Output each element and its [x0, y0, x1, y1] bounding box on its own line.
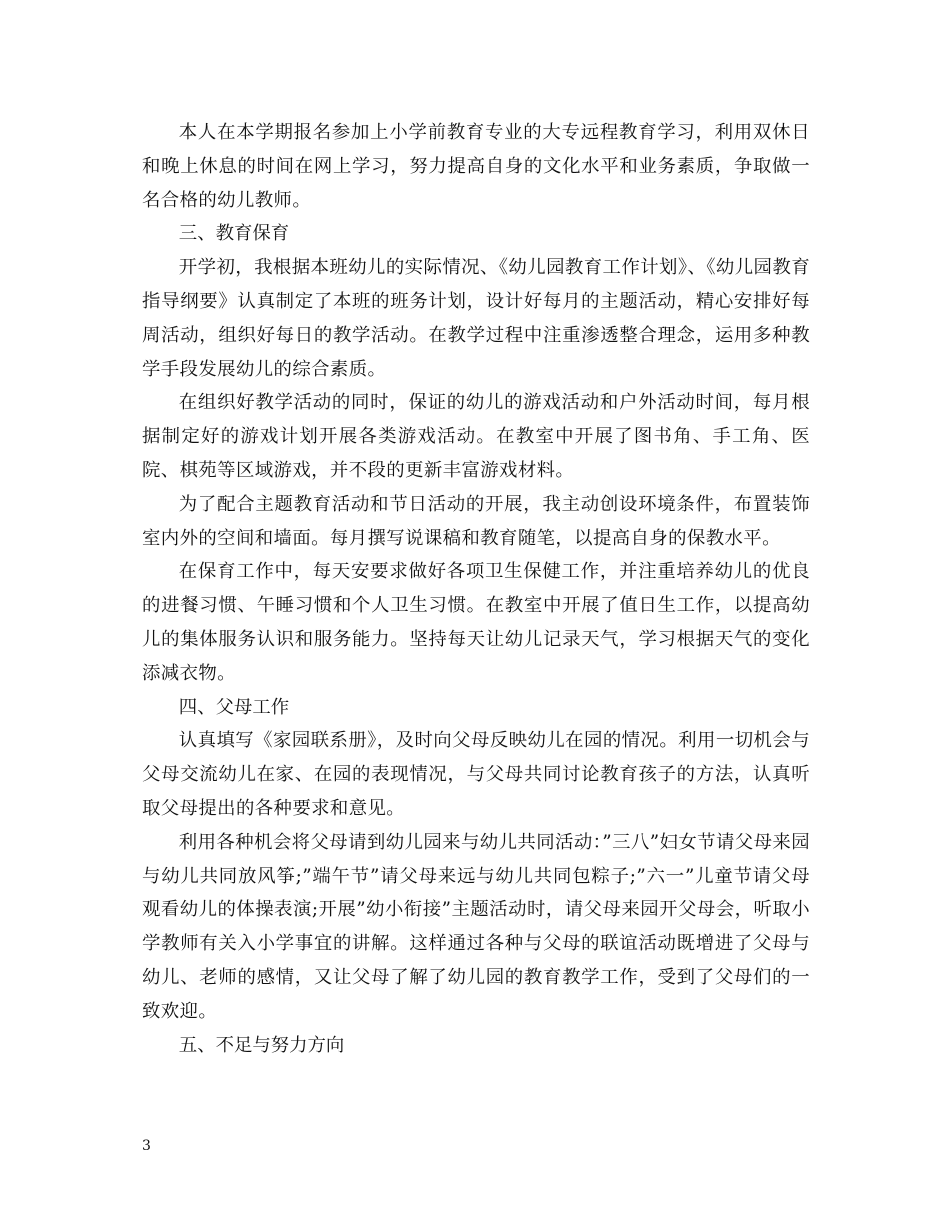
paragraph-care: 在保育工作中，每天安要求做好各项卫生保健工作，并注重培养幼儿的优良的进餐习惯、午睡习惯和个人卫生习惯。在教室中开展了值日生工作，以提高幼儿的集体服务认识和服务能力。坚持每天让幼儿记录天气，学习根据天气的变化添减衣物。 [142, 561, 810, 684]
paragraph-planning: 开学初，我根据本班幼儿的实际情况、《幼儿园教育工作计划》、《幼儿园教育指导纲要》认真制定了本班的班务计划，设计好每月的主题活动，精心安排好每周活动，组织好每日的教学活动。在教学过程中注重渗透整合理念，运用多种教学手段发展幼儿的综合素质。 [142, 257, 810, 380]
section-heading-parents: 四、父母工作 [178, 696, 290, 718]
paragraph-environment: 为了配合主题教育活动和节日活动的开展，我主动创设环境条件，布置装饰室内外的空间和墙面。每月撰写说课稿和教育随笔，以提高自身的保教水平。 [142, 493, 810, 549]
document-body [142, 116, 810, 1062]
paragraph-activities: 利用各种机会将父母请到幼儿园来与幼儿共同活动：”三八”妇女节请父母来园与幼儿共同放风筝;”端午节”请父母来远与幼儿共同包粽子;”六一”儿童节请父母观看幼儿的体操表演;开展”幼小衔接”主题活动时，请父母来园开父母会，听取小学教师有关入小学事宜的讲解。这样通过各种与父母的联谊活动既增进了父母与幼儿、老师的感情，又让父母了解了幼儿园的教育教学工作，受到了父母们的一致欢迎。 [142, 831, 810, 1022]
section-heading-shortcomings: 五、不足与努力方向 [178, 1034, 345, 1056]
section-heading-education: 三、教育保育 [178, 223, 290, 245]
paragraph-study: 本人在本学期报名参加上小学前教育专业的大专远程教育学习，利用双休日和晚上休息的时间在网上学习，努力提高自身的文化水平和业务素质，争取做一名合格的幼儿教师。 [142, 122, 810, 211]
page-number: 3 [142, 1138, 151, 1154]
paragraph-contact-book: 认真填写《家园联系册》，及时向父母反映幼儿在园的情况。利用一切机会与父母交流幼儿在家、在园的表现情况，与父母共同讨论教育孩子的方法，认真听取父母提出的各种要求和意见。 [142, 730, 810, 819]
paragraph-games: 在组织好教学活动的同时，保证的幼儿的游戏活动和户外活动时间，每月根据制定好的游戏计划开展各类游戏活动。在教室中开展了图书角、手工角、医院、棋苑等区域游戏，并不段的更新丰富游戏材料。 [142, 392, 810, 481]
